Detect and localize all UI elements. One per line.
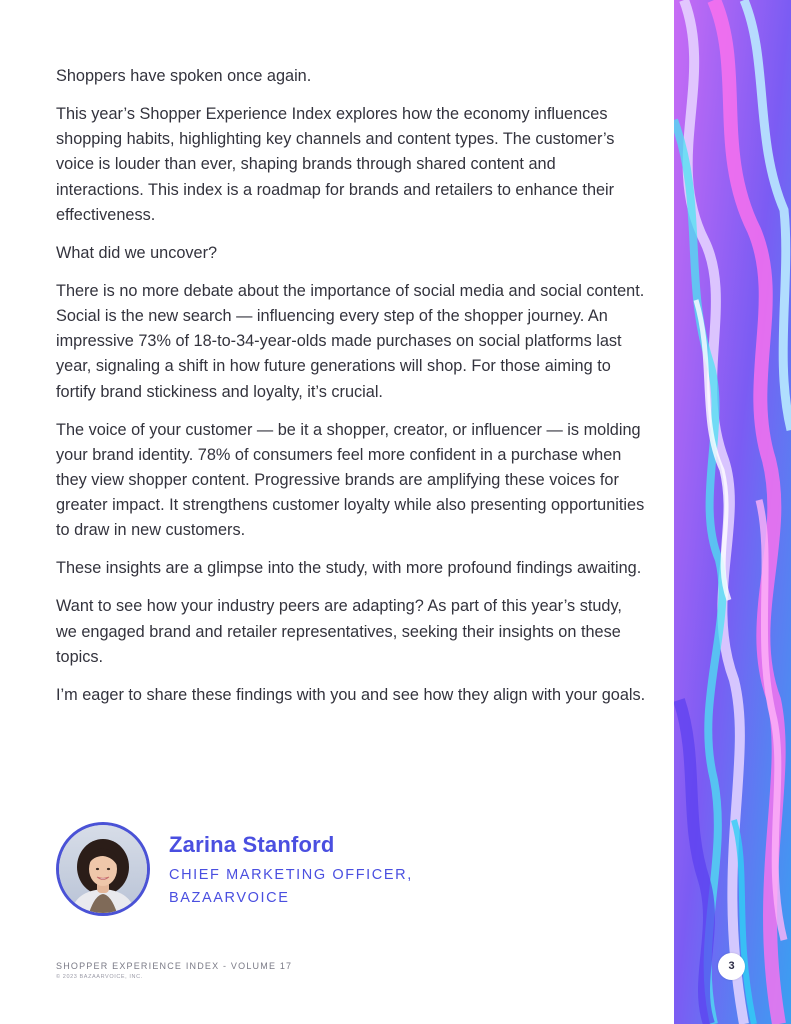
signer-title-line1: CHIEF MARKETING OFFICER, — [169, 867, 413, 883]
paragraph-industry-peers: Want to see how your industry peers are adapting? As part of this year’s study, we engaged brand and retailer representatives, seeking their insights on these topics. — [56, 597, 622, 666]
avatar — [56, 822, 150, 916]
page-number-badge: 3 — [718, 953, 745, 980]
paragraph-intro: Shoppers have spoken once again. — [56, 67, 312, 85]
letter-body — [56, 64, 646, 721]
signature-block — [56, 822, 476, 918]
decorative-sidebar — [674, 0, 791, 1024]
page-footer — [56, 961, 292, 980]
paragraph-closing: I’m eager to share these findings with you and see how they align with your goals. — [56, 685, 646, 704]
footer-publication: SHOPPER EXPERIENCE INDEX - VOLUME 17 — [56, 961, 293, 971]
signer-title-line2: BAZAARVOICE — [169, 890, 290, 906]
portrait-image — [59, 825, 147, 913]
paragraph-social: There is no more debate about the importance of social media and social content. Social is the new search — influencing every step of the shopper journey. An impressive 73% of 18-to-34-year-olds made purchases on social platforms last year, signaling a shift in how future generations will shop. For those aiming to fortify brand stickiness and loyalty, it’s crucial. — [56, 281, 645, 401]
footer-copyright: © 2023 BAZAARVOICE, INC. — [56, 974, 143, 980]
paragraph-insights: These insights are a glimpse into the study, with more profound findings awaiting. — [56, 559, 642, 578]
abstract-swirl-graphic — [674, 0, 791, 1024]
paragraph-customer-voice: The voice of your customer — be it a shopper, creator, or influencer — is molding your brand identity. 78% of consumers feel more confident in a purchase when they view shopper content. Progressive brands are amplifying these voices for greater impact. It strengthens customer loyalty while also presenting opportunities to draw in new customers. — [56, 420, 645, 540]
signer-title — [169, 864, 469, 910]
paragraph-question: What did we uncover? — [56, 243, 218, 262]
paragraph-index-overview: This year’s Shopper Experience Index explores how the economy influences shopping habits, highlighting key channels and content types. The customer’s voice is louder than ever, shaping brands through shared content and interactions. This index is a roadmap for brands and retailers to enhance their effectiveness. — [56, 105, 615, 224]
signer-name: Zarina Stanford — [169, 832, 335, 857]
